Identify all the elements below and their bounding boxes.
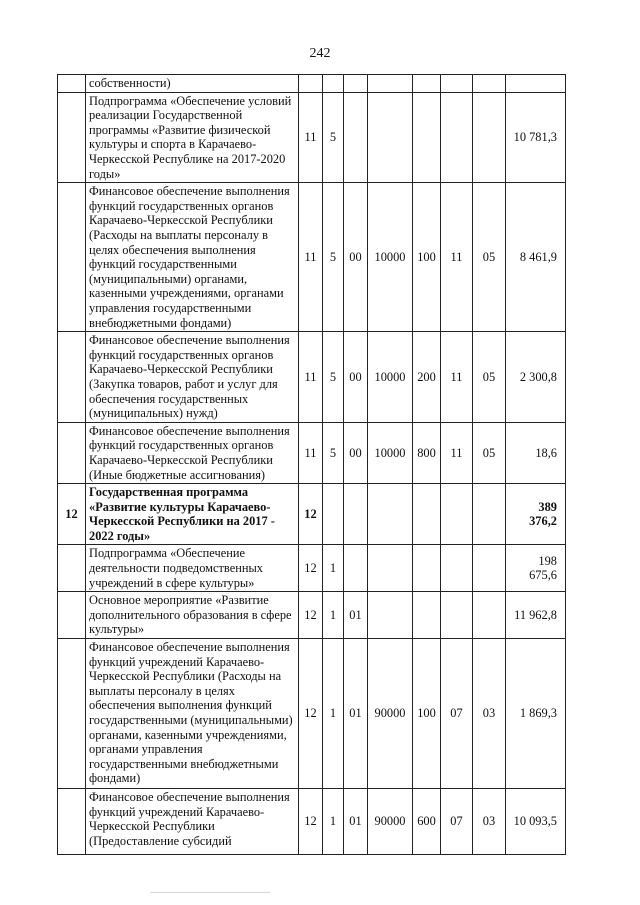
code-3: 00 [344, 183, 368, 332]
code-4 [368, 545, 413, 592]
code-2: 5 [323, 332, 344, 423]
code-5: 100 [413, 639, 441, 789]
row-number [58, 183, 86, 332]
code-1: 12 [299, 789, 323, 855]
budget-table [57, 74, 566, 855]
item-name: Основное мероприятие «Развитие дополнительного образования в сфере культуры» [86, 592, 299, 639]
row-number [58, 639, 86, 789]
code-6 [441, 545, 473, 592]
code-7 [473, 484, 506, 545]
code-1: 11 [299, 332, 323, 423]
code-5 [413, 545, 441, 592]
row-number [58, 592, 86, 639]
row-number [58, 545, 86, 592]
table-row [58, 639, 566, 789]
code-6 [441, 92, 473, 183]
code-1: 11 [299, 422, 323, 483]
item-name: Финансовое обеспечение выполнения функций государственных органов Карачаево-Черкесской Республики (Иные бюджетные ассигнования) [86, 422, 299, 483]
code-3: 01 [344, 639, 368, 789]
code-2: 5 [323, 92, 344, 183]
code-3: 00 [344, 332, 368, 423]
table-row [58, 92, 566, 183]
scan-noise-line [150, 892, 270, 893]
code-6: 07 [441, 789, 473, 855]
amount: 11 962,8 [506, 592, 566, 639]
item-name: Подпрограмма «Обеспечение условий реализации Государственной программы «Развитие физической культуры и спорта в Карачаево-Черкесской Республике на 2017-2020 годы» [86, 92, 299, 183]
code-7: 03 [473, 789, 506, 855]
code-7: 05 [473, 183, 506, 332]
code-6: 11 [441, 183, 473, 332]
code-6: 11 [441, 332, 473, 423]
code-5: 100 [413, 183, 441, 332]
page-number: 242 [309, 46, 331, 61]
code-5 [413, 592, 441, 639]
code-5 [413, 75, 441, 93]
code-2: 5 [323, 422, 344, 483]
code-2: 1 [323, 789, 344, 855]
code-5: 800 [413, 422, 441, 483]
row-number [58, 92, 86, 183]
table-row [58, 545, 566, 592]
code-5 [413, 484, 441, 545]
row-number [58, 75, 86, 93]
code-5: 200 [413, 332, 441, 423]
amount: 389 376,2 [506, 484, 566, 545]
table-row [58, 332, 566, 423]
code-2: 5 [323, 183, 344, 332]
code-1: 12 [299, 592, 323, 639]
item-name: Финансовое обеспечение выполнения функций учреждений Карачаево-Черкесской Республики (Расходы на выплаты персоналу в целях обеспечения выполнения функций государственными (муниципальными) органами, казенными учреждениями, органами управления государственными внебюджетными фондами) [86, 639, 299, 789]
item-name: собственности) [86, 75, 299, 93]
code-3 [344, 75, 368, 93]
code-6: 11 [441, 422, 473, 483]
code-3: 01 [344, 592, 368, 639]
code-1: 11 [299, 183, 323, 332]
code-2: 1 [323, 592, 344, 639]
code-4 [368, 484, 413, 545]
item-name: Подпрограмма «Обеспечение деятельности подведомственных учреждений в сфере культуры» [86, 545, 299, 592]
table-row [58, 484, 566, 545]
code-7 [473, 545, 506, 592]
item-name: Государственная программа «Развитие культуры Карачаево-Черкесской Республики на 2017 - 2022 годы» [86, 484, 299, 545]
code-4: 10000 [368, 332, 413, 423]
code-3 [344, 545, 368, 592]
code-6 [441, 484, 473, 545]
code-4: 10000 [368, 422, 413, 483]
code-1: 11 [299, 92, 323, 183]
row-number [58, 422, 86, 483]
amount: 2 300,8 [506, 332, 566, 423]
code-2: 1 [323, 639, 344, 789]
code-4 [368, 75, 413, 93]
code-1: 12 [299, 639, 323, 789]
table-row [58, 592, 566, 639]
code-4: 90000 [368, 789, 413, 855]
row-number [58, 789, 86, 855]
code-7: 03 [473, 639, 506, 789]
amount [506, 75, 566, 93]
code-4: 10000 [368, 183, 413, 332]
code-5 [413, 92, 441, 183]
code-2: 1 [323, 545, 344, 592]
amount: 8 461,9 [506, 183, 566, 332]
code-1 [299, 75, 323, 93]
amount: 10 781,3 [506, 92, 566, 183]
code-3: 00 [344, 422, 368, 483]
row-number: 12 [58, 484, 86, 545]
table-row [58, 789, 566, 855]
code-3: 01 [344, 789, 368, 855]
amount: 1 869,3 [506, 639, 566, 789]
code-7 [473, 92, 506, 183]
code-7: 05 [473, 332, 506, 423]
item-name: Финансовое обеспечение выполнения функций учреждений Карачаево-Черкесской Республики (Предоставление субсидий [86, 789, 299, 855]
item-name: Финансовое обеспечение выполнения функций государственных органов Карачаево-Черкесской Республики (Закупка товаров, работ и услуг для обеспечения государственных (муниципальных) нужд) [86, 332, 299, 423]
code-4 [368, 592, 413, 639]
code-1: 12 [299, 484, 323, 545]
code-1: 12 [299, 545, 323, 592]
code-5: 600 [413, 789, 441, 855]
code-7 [473, 592, 506, 639]
amount: 198 675,6 [506, 545, 566, 592]
table-row [58, 183, 566, 332]
code-2 [323, 75, 344, 93]
item-name: Финансовое обеспечение выполнения функций государственных органов Карачаево-Черкесской Республики (Расходы на выплаты персоналу в целях обеспечения выполнения функций государственными (муниципальными) органами, казенными учреждениями, органами управления государственными внебюджетными фондами) [86, 183, 299, 332]
code-4 [368, 92, 413, 183]
code-7 [473, 75, 506, 93]
code-3 [344, 484, 368, 545]
code-3 [344, 92, 368, 183]
code-4: 90000 [368, 639, 413, 789]
code-6: 07 [441, 639, 473, 789]
code-6 [441, 592, 473, 639]
code-6 [441, 75, 473, 93]
table-row [58, 422, 566, 483]
amount: 18,6 [506, 422, 566, 483]
code-2 [323, 484, 344, 545]
code-7: 05 [473, 422, 506, 483]
amount: 10 093,5 [506, 789, 566, 855]
row-number [58, 332, 86, 423]
table-row [58, 75, 566, 93]
